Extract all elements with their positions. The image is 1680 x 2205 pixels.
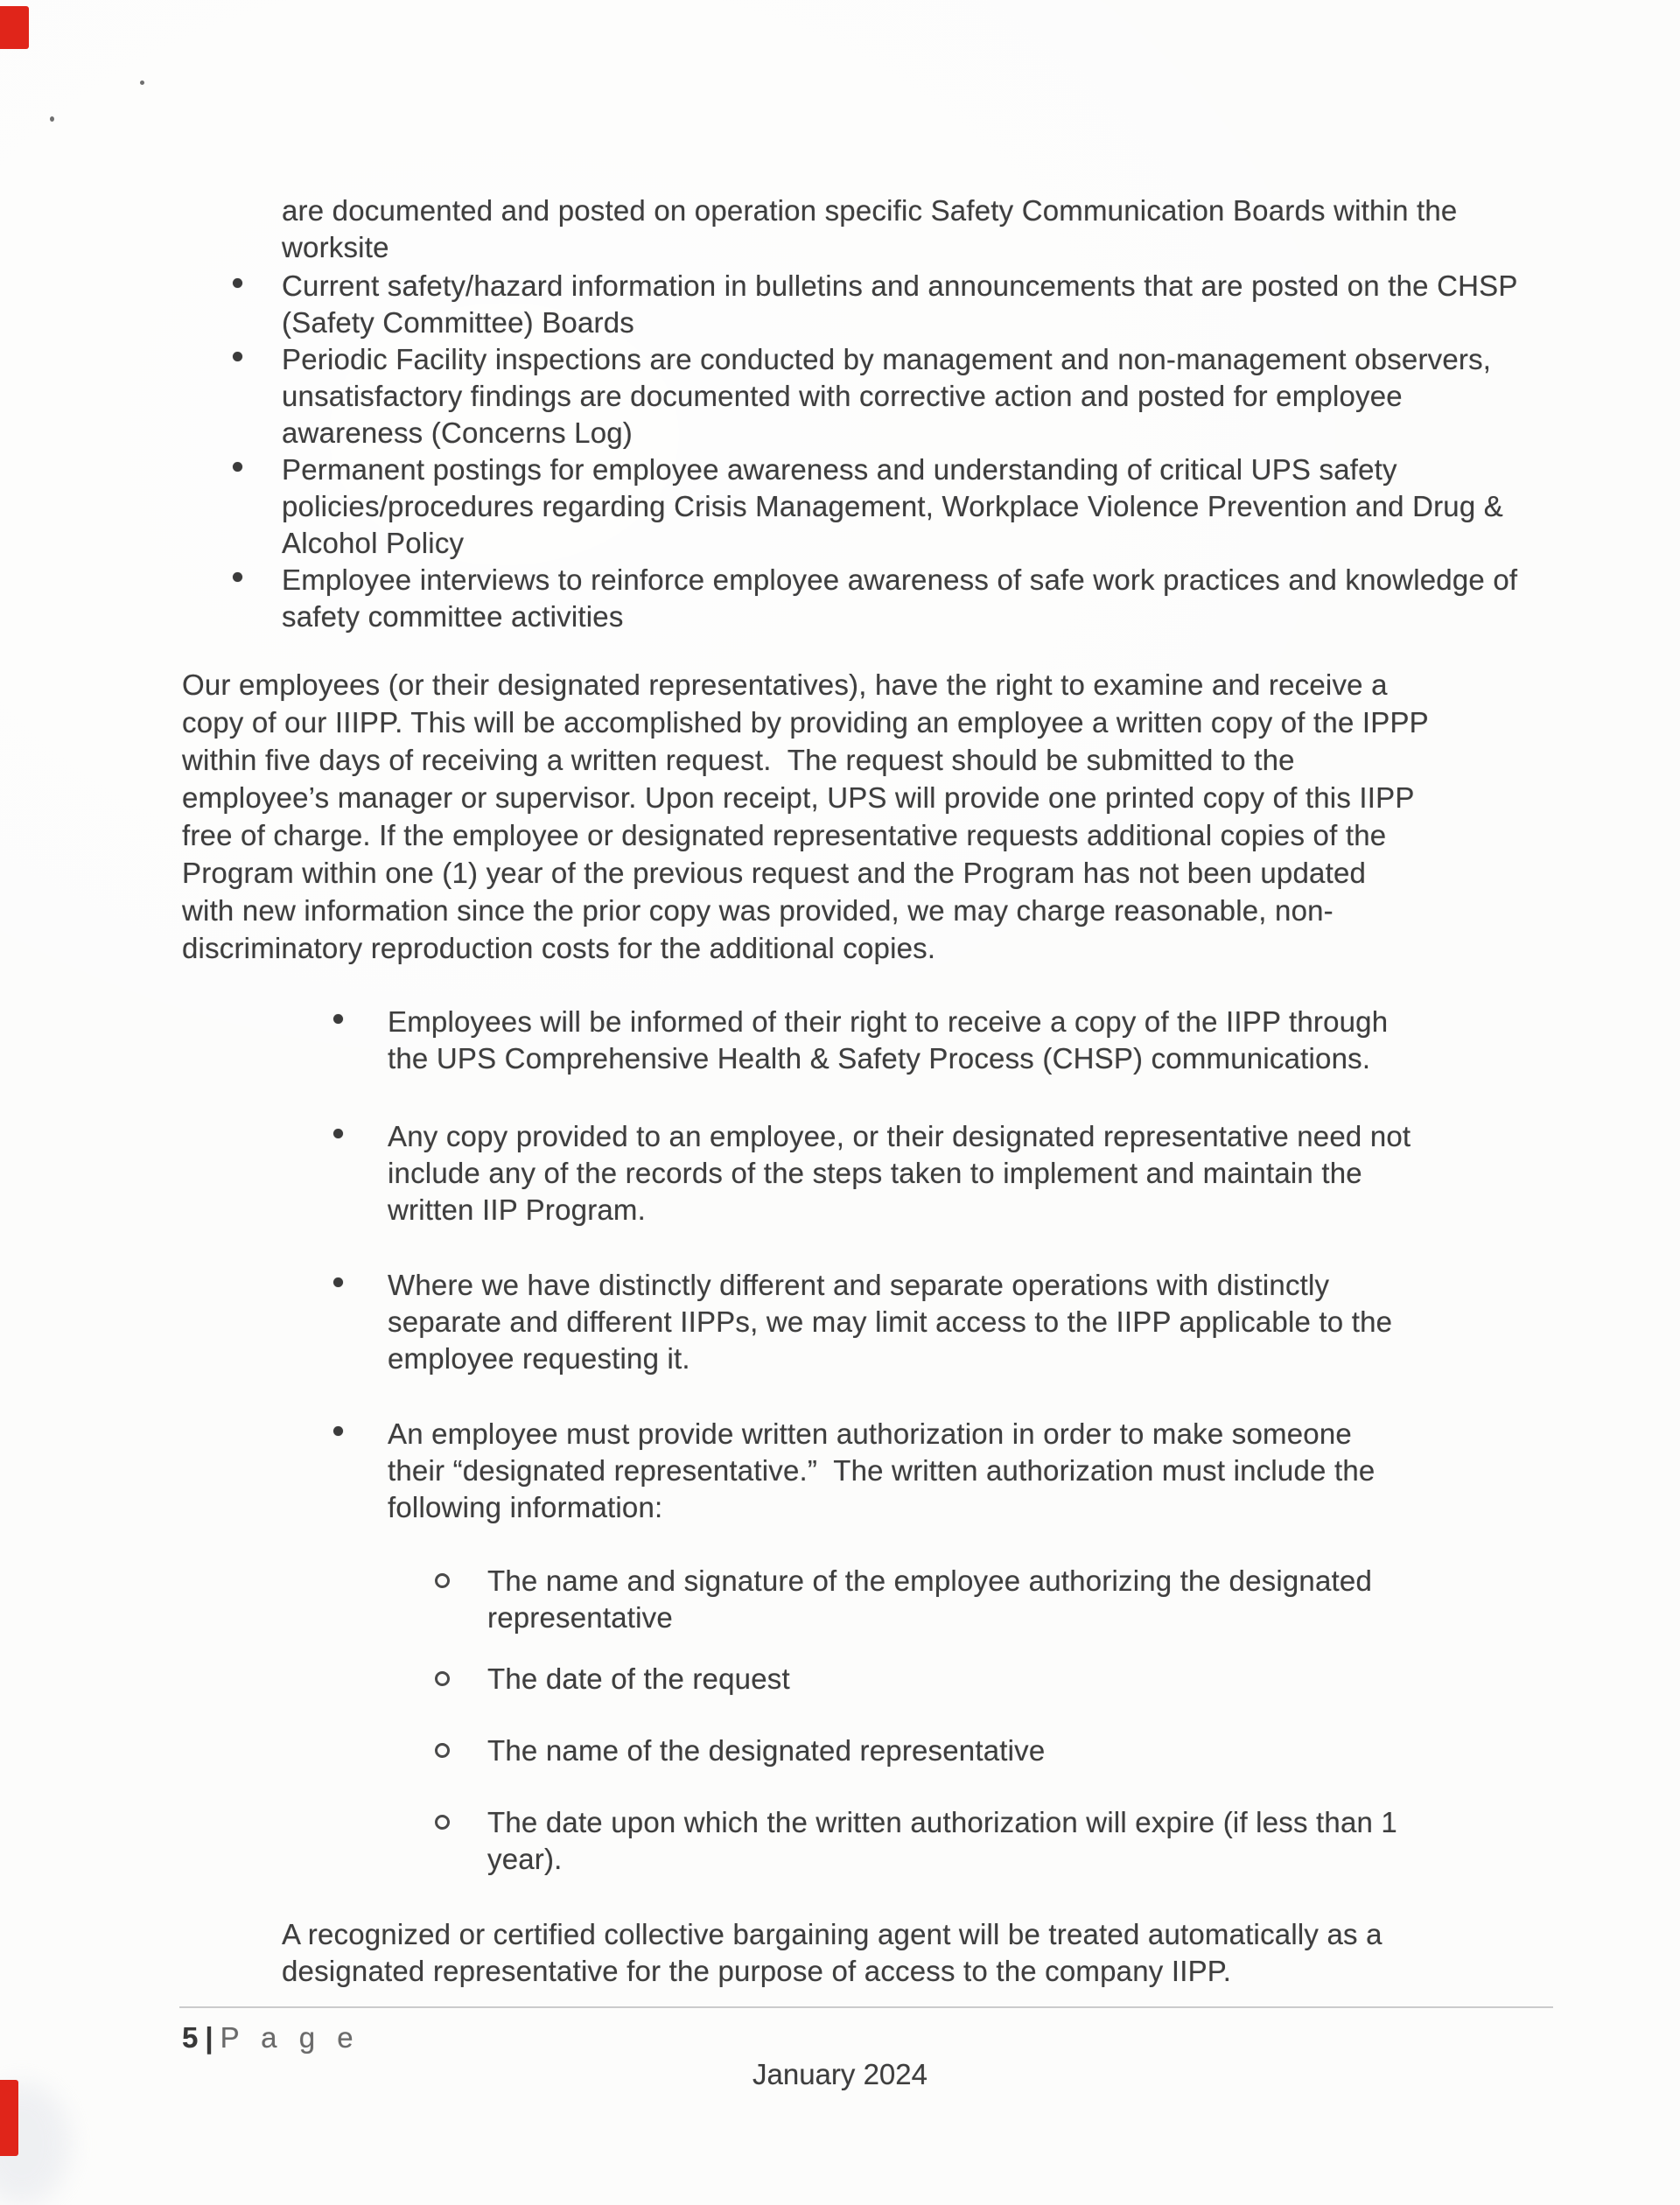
paragraph-line: A recognized or certified collective bargaining agent will be treated automatically as a xyxy=(282,1918,1382,1950)
circle-item-line: The date of the request xyxy=(487,1662,790,1695)
bullet-icon xyxy=(333,1278,343,1287)
bullet-item-line: Alcohol Policy xyxy=(282,527,465,559)
bullet-item-line: Periodic Facility inspections are conducted by management and non-management observers, xyxy=(282,343,1492,375)
circle-bullet-icon xyxy=(435,1743,450,1758)
circle-item-line: The name of the designated representative xyxy=(487,1734,1046,1767)
bullet-icon xyxy=(233,572,242,582)
bullet-item-line: (Safety Committee) Boards xyxy=(282,306,634,339)
footer-date: January 2024 xyxy=(752,2058,928,2090)
bullet-item-line: awareness (Concerns Log) xyxy=(282,416,633,449)
bullet-icon xyxy=(233,352,242,361)
bullet-item-line: safety committee activities xyxy=(282,600,624,633)
bullet-icon xyxy=(333,1129,343,1138)
circle-item-line: The date upon which the written authorization will expire (if less than 1 xyxy=(487,1806,1397,1838)
bullet-icon xyxy=(333,1014,343,1024)
bullet-item-line: policies/procedures regarding Crisis Management, Workplace Violence Prevention and Drug & xyxy=(282,490,1503,522)
paragraph-line: within five days of receiving a written request. The request should be submitted to the xyxy=(182,744,1295,776)
circle-item-line: representative xyxy=(487,1601,673,1634)
bullet-icon xyxy=(233,278,242,288)
bullet-item-line: An employee must provide written authorization in order to make someone xyxy=(388,1418,1352,1450)
bullet-item-line: Any copy provided to an employee, or their designated representative need not xyxy=(388,1120,1411,1152)
bullet-item-line: Employees will be informed of their right to receive a copy of the IIPP through xyxy=(388,1005,1389,1038)
paragraph-line: employee’s manager or supervisor. Upon receipt, UPS will provide one printed copy of this IIPP xyxy=(182,781,1415,814)
bullet-item-line: following information: xyxy=(388,1491,663,1523)
text-line: are documented and posted on operation specific Safety Communication Boards within the xyxy=(282,194,1458,227)
paragraph-line: discriminatory reproduction costs for the additional copies. xyxy=(182,932,936,964)
bullet-item-line: separate and different IIPPs, we may limit access to the IIPP applicable to the xyxy=(388,1306,1393,1338)
bullet-item-line: written IIP Program. xyxy=(388,1194,646,1226)
paragraph-line: copy of our IIIPP. This will be accomplished by providing an employee a written copy of the IPPP xyxy=(182,706,1429,738)
paragraph-line: Program within one (1) year of the previous request and the Program has not been updated xyxy=(182,857,1367,889)
bullet-item-line: include any of the records of the steps taken to implement and maintain the xyxy=(388,1157,1362,1189)
footer-divider xyxy=(179,2006,1553,2008)
bullet-item-line: Current safety/hazard information in bulletins and announcements that are posted on the CHSP xyxy=(282,270,1518,302)
bullet-item-line: their “designated representative.” The written authorization must include the xyxy=(388,1454,1376,1487)
footer-separator: | xyxy=(205,2021,214,2054)
footer-page-word: P a g e xyxy=(220,2021,360,2054)
circle-bullet-icon xyxy=(435,1671,450,1686)
bullet-icon xyxy=(333,1426,343,1436)
bullet-item-line: Permanent postings for employee awareness and understanding of critical UPS safety xyxy=(282,453,1397,486)
paragraph-line: free of charge. If the employee or designated representative requests additional copies of the xyxy=(182,819,1387,851)
paragraph-line: with new information since the prior copy was provided, we may charge reasonable, non- xyxy=(182,894,1334,927)
red-corner-mark-bottom xyxy=(0,2080,18,2156)
red-corner-mark-top xyxy=(0,6,29,49)
paragraph-line: designated representative for the purpose of access to the company IIPP. xyxy=(282,1955,1232,1987)
bullet-item-line: Employee interviews to reinforce employee awareness of safe work practices and knowledge of xyxy=(282,564,1518,596)
scan-speck xyxy=(140,80,144,85)
bullet-item-line: employee requesting it. xyxy=(388,1342,690,1375)
text-line: worksite xyxy=(282,231,389,263)
circle-bullet-icon xyxy=(435,1815,450,1830)
bullet-icon xyxy=(233,462,242,472)
circle-item-line: year). xyxy=(487,1843,563,1875)
scan-speck xyxy=(50,116,54,122)
paragraph-line: Our employees (or their designated representatives), have the right to examine and receive a xyxy=(182,668,1388,701)
page-number: 5 xyxy=(182,2021,199,2054)
bullet-item-line: Where we have distinctly different and separate operations with distinctly xyxy=(388,1269,1330,1301)
bullet-item-line: unsatisfactory findings are documented with corrective action and posted for employee xyxy=(282,380,1403,412)
circle-bullet-icon xyxy=(435,1573,450,1588)
bullet-item-line: the UPS Comprehensive Health & Safety Process (CHSP) communications. xyxy=(388,1042,1371,1074)
page-number-footer xyxy=(182,2021,360,2054)
circle-item-line: The name and signature of the employee authorizing the designated xyxy=(487,1564,1373,1597)
